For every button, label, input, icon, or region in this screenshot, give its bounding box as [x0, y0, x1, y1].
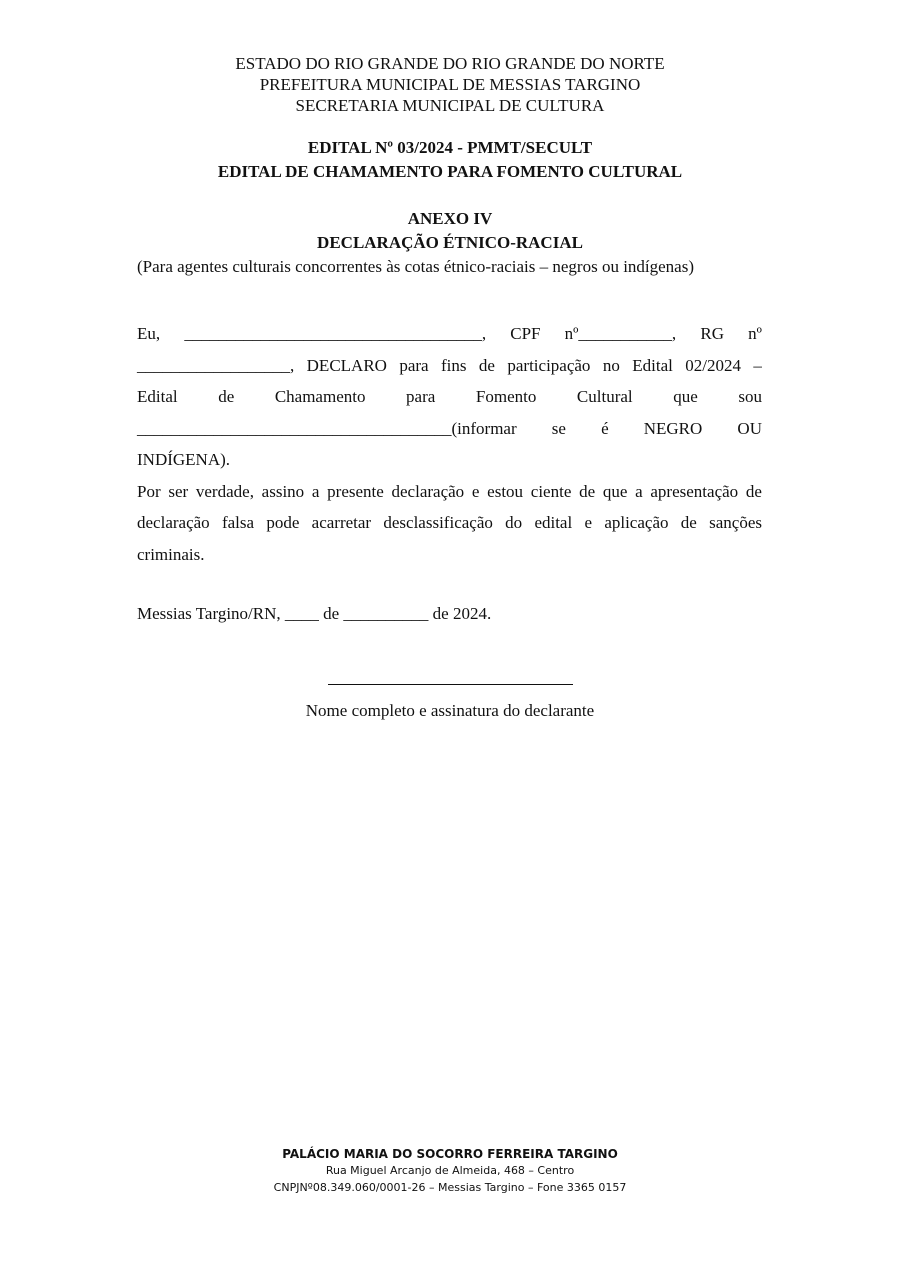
word: a — [311, 481, 320, 501]
word: Edital — [632, 355, 673, 375]
place-date-line: Messias Targino/RN, ____ de __________ de 2024. — [137, 604, 492, 623]
declaration-line — [137, 381, 762, 413]
word: nº___________, — [564, 324, 677, 343]
word: fins — [441, 355, 467, 375]
word: desclassificação — [383, 513, 493, 532]
word: de — [579, 481, 596, 501]
annex-label: ANEXO IV — [407, 209, 493, 228]
word: __________________, — [137, 355, 295, 375]
footer-address: Rua Miguel Arcanjo de Almeida, 468 – Centro — [325, 1164, 575, 1177]
word: nº — [748, 324, 762, 343]
word: pode — [266, 513, 300, 532]
word: NEGRO — [643, 418, 703, 438]
word: _____________________________________(informar — [137, 418, 517, 438]
header-prefecture: PREFEITURA MUNICIPAL DE MESSIAS TARGINO — [259, 75, 641, 94]
word: a — [635, 481, 643, 501]
word: é — [601, 418, 609, 438]
word: declaração — [391, 481, 465, 501]
edital-heading — [0, 136, 900, 184]
word: OU — [737, 418, 762, 438]
signature-line — [328, 684, 573, 685]
word: e — [471, 481, 480, 501]
word: CPF — [510, 324, 541, 343]
truth-statement-line — [137, 507, 762, 539]
word: estou — [487, 481, 524, 501]
word: que — [602, 481, 628, 501]
word: RG — [700, 324, 724, 343]
word: falsa — [221, 513, 255, 532]
word: aplicação — [604, 513, 669, 532]
declaration-body — [137, 318, 762, 570]
word: Edital — [137, 387, 178, 406]
word: Chamamento — [274, 387, 366, 406]
word: do — [505, 513, 523, 532]
word: edital — [534, 513, 573, 532]
word: de — [745, 481, 762, 501]
word: participação — [507, 355, 591, 375]
word: – — [753, 355, 762, 375]
declaration-line — [137, 318, 762, 350]
word: que — [673, 387, 698, 406]
annex-heading — [0, 207, 900, 255]
edital-title: EDITAL DE CHAMAMENTO PARA FOMENTO CULTURAL — [217, 162, 683, 181]
word: DECLARO — [306, 355, 387, 375]
word: acarretar — [311, 513, 372, 532]
word: Eu, — [137, 324, 161, 343]
declaration-line — [137, 350, 762, 382]
word: ser — [168, 481, 189, 501]
page-footer — [0, 1145, 900, 1196]
word: no — [602, 355, 620, 375]
word: sanções — [709, 513, 762, 532]
truth-statement-line: criminais. — [137, 544, 205, 564]
word: declaração — [137, 513, 210, 532]
word: Por — [137, 481, 161, 501]
declaration-line: INDÍGENA). — [137, 450, 231, 469]
word: sou — [738, 387, 762, 406]
annex-title: DECLARAÇÃO ÉTNICO-RACIAL — [317, 233, 583, 252]
word: de — [478, 355, 495, 375]
letterhead — [0, 53, 900, 116]
edital-number: EDITAL Nº 03/2024 - PMMT/SECULT — [307, 138, 593, 157]
word: para — [399, 355, 429, 375]
header-state: ESTADO DO RIO GRANDE DO RIO GRANDE DO NORTE — [235, 54, 665, 73]
truth-statement-line — [137, 476, 762, 508]
word: verdade, — [195, 481, 254, 501]
header-secretariat: SECRETARIA MUNICIPAL DE CULTURA — [295, 96, 605, 115]
annex-subtitle: (Para agentes culturais concorrentes às cotas étnico-raciais – negros ou indígenas) — [137, 257, 695, 276]
word: presente — [327, 481, 384, 501]
word: Cultural — [576, 387, 633, 406]
word: assino — [261, 481, 305, 501]
word: 02/2024 — [685, 355, 741, 375]
declaration-line — [137, 413, 762, 445]
word: ciente — [530, 481, 572, 501]
word: apresentação — [650, 481, 739, 501]
footer-palace: PALÁCIO MARIA DO SOCORRO FERREIRA TARGINO — [282, 1147, 618, 1161]
word: ___________________________________, — [184, 324, 487, 343]
word: de — [680, 513, 697, 532]
word: se — [551, 418, 566, 438]
word: para — [406, 387, 436, 406]
footer-cnpj-phone: CNPJNº08.349.060/0001-26 – Messias Targino – Fone 3365 0157 — [273, 1181, 627, 1194]
word: Fomento — [475, 387, 537, 406]
signature-label: Nome completo e assinatura do declarante — [305, 701, 595, 720]
word: e — [584, 513, 593, 532]
word: de — [218, 387, 235, 406]
